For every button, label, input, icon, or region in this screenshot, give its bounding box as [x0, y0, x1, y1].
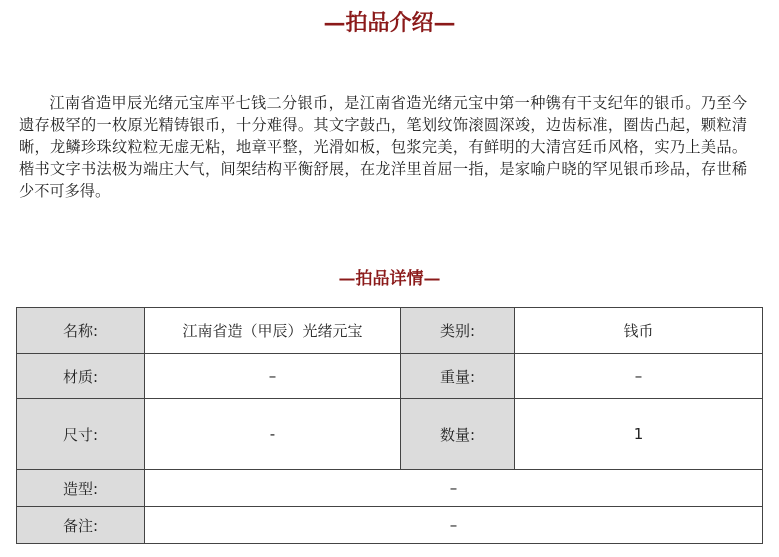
name-label: 名称: — [17, 308, 145, 354]
intro-paragraph: 江南省造甲辰光绪元宝库平七钱二分银币，是江南省造光绪元宝中第一种镌有干支纪年的银币。乃至今遗存极罕的一枚原光精铸银币，十分难得。其文字鼓凸，笔划纹饰滚圆深竣，边齿标准，圈齿凸起，颗粒清晰，龙鳞珍珠纹粒粒无虚无粘，地章平整，光滑如板，包浆完美，有鲜明的大清宫廷币风格，实乃上美品。楷书文字书法极为端庄大气，间架结构平衡舒展，在龙洋里首屈一指，是家喻户晓的罕见银币珍品，存世稀少不可多得。 — [19, 94, 747, 200]
table-row — [17, 507, 763, 544]
size-value: - — [145, 399, 401, 470]
notes-label: 备注: — [17, 507, 145, 544]
intro-section-title: —拍品介绍— — [323, 10, 456, 36]
quantity-label: 数量: — [401, 399, 515, 470]
category-label: 类别: — [401, 308, 515, 354]
table-row — [17, 308, 763, 354]
details-table — [16, 307, 763, 544]
weight-value: – — [515, 354, 763, 399]
category-value: 钱币 — [515, 308, 763, 354]
table-row — [17, 354, 763, 399]
material-value: – — [145, 354, 401, 399]
table-row — [17, 470, 763, 507]
material-label: 材质: — [17, 354, 145, 399]
table-row — [17, 399, 763, 470]
shape-label: 造型: — [17, 470, 145, 507]
notes-value: – — [145, 507, 763, 544]
details-section-title: —拍品详情— — [338, 269, 441, 289]
quantity-value: 1 — [515, 399, 763, 470]
size-label: 尺寸: — [17, 399, 145, 470]
name-value: 江南省造（甲辰）光绪元宝 — [145, 308, 401, 354]
shape-value: – — [145, 470, 763, 507]
weight-label: 重量: — [401, 354, 515, 399]
